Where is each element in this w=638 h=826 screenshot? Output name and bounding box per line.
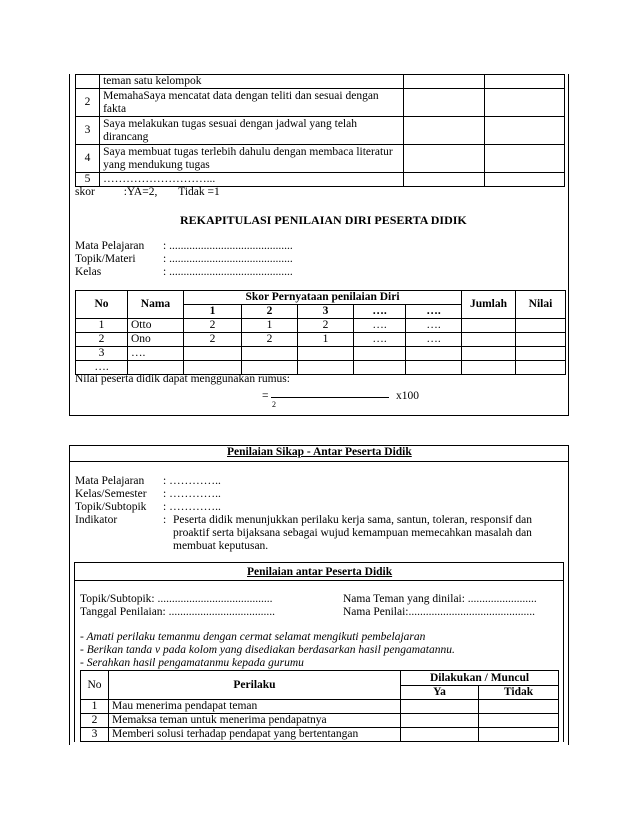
rekap-field-mapel: Mata Pelajaran <box>75 240 145 252</box>
skor-header: Skor Pernyataan penilaian Diri <box>184 291 462 305</box>
table-row: 3 Saya melakukan tugas sesuai dengan jadwal yang telah dirancang <box>76 117 565 145</box>
formula-times: x100 <box>396 390 419 402</box>
instruction-line: - Amati perilaku temanmu dengan cermat selamat mengikuti pembelajaran <box>80 631 426 643</box>
statement-text: teman satu kelompok <box>100 75 404 89</box>
sikap-field-kelas: Kelas/Semester <box>75 488 147 500</box>
sikap-title-underline-rule <box>69 461 569 462</box>
table-row: 2 Memaksa teman untuk menerima pendapatnya <box>81 714 559 728</box>
statement-text: ………………………... <box>100 173 404 187</box>
sikap-field-mapel: Mata Pelajaran <box>75 475 145 487</box>
instruction-line: - Serahkan hasil pengamatanmu kepada gurumu <box>80 657 304 669</box>
indikator-line: membuat keputusan. <box>173 540 269 552</box>
formula-denominator: 2 <box>272 400 276 409</box>
score-legend: skor :YA=2, Tidak =1 <box>75 186 220 198</box>
nama-penilai: Nama Penilai:............................................ <box>343 606 535 618</box>
formula-equals: = <box>262 390 269 402</box>
sikap-field-topik: Topik/Subtopik <box>75 501 147 513</box>
checkbox-tidak[interactable] <box>479 728 559 742</box>
rekap-table: No Nama Skor Pernyataan penilaian Diri Jumlah Nilai 1 2 3 …. …. 1 Otto 2 1 2 …. …. 2 Ono 2 2 1 …. …. 3 …. …. <box>75 290 566 375</box>
tanggal-penilaian: Tanggal Penilaian: ..................................... <box>80 606 275 618</box>
inner-title-rule <box>74 580 564 581</box>
statement-text: Saya melakukan tugas sesuai dengan jadwal yang telah dirancang <box>100 117 404 145</box>
table-row: 5 ………………………... <box>76 173 565 187</box>
self-assessment-table <box>75 74 565 187</box>
nama-teman: Nama Teman yang dinilai: ........................ <box>343 593 537 605</box>
behavior-table: No Perilaku Dilakukan / Muncul Ya Tidak 1 Mau menerima pendapat teman 2 Memaksa teman untuk menerima pendapatnya 3 Memberi solusi terhadap pendapat yang bertentangan <box>80 670 559 742</box>
rekap-field-kelas: Kelas <box>75 266 102 278</box>
indikator-line: Peserta didik menunjukkan perilaku kerja sama, santun, toleran, responsif dan <box>173 514 532 526</box>
rekap-title: REKAPITULASI PENILAIAN DIRI PESERTA DIDIK <box>180 213 467 227</box>
sikap-title: Penilaian Sikap - Antar Peserta Didik <box>227 446 412 458</box>
sikap-field-indikator: Indikator <box>75 514 118 526</box>
table-row: 3 …. <box>76 347 566 361</box>
checkbox-tidak[interactable] <box>479 714 559 728</box>
table-row: 4 Saya membuat tugas terlebih dahulu dengan membaca literatur yang mendukung tugas <box>76 145 565 173</box>
checkbox-ya[interactable] <box>401 714 479 728</box>
checkbox-ya[interactable] <box>401 728 479 742</box>
indikator-line: proaktif serta bijaksana sebagai wujud kemampuan memecahkan masalah dan <box>173 527 532 539</box>
table-row: 2 Ono 2 2 1 …. …. <box>76 333 566 347</box>
rekap-field-topik: Topik/Materi <box>75 253 136 265</box>
fraction-line <box>271 397 389 398</box>
table-row: 1 Otto 2 1 2 …. …. <box>76 319 566 333</box>
table-row <box>76 75 565 89</box>
statement-text: Saya membuat tugas terlebih dahulu dengan membaca literatur yang mendukung tugas <box>100 145 404 173</box>
statement-text: MemahaSaya mencatat data dengan teliti dan sesuai dengan fakta <box>100 89 404 117</box>
checkbox-tidak[interactable] <box>479 700 559 714</box>
table-row: 1 Mau menerima pendapat teman <box>81 700 559 714</box>
checkbox-ya[interactable] <box>401 700 479 714</box>
table-row: …. <box>76 361 566 375</box>
inner-title: Penilaian antar Peserta Didik <box>247 566 393 578</box>
formula-intro: Nilai peserta didik dapat menggunakan rumus: <box>75 373 290 385</box>
table-row: 2 MemahaSaya mencatat data dengan teliti dan sesuai dengan fakta <box>76 89 565 117</box>
instruction-line: - Berikan tanda v pada kolom yang disediakan berdasarkan hasil pengamatannu. <box>80 644 455 656</box>
table-row: 3 Memberi solusi terhadap pendapat yang bertentangan <box>81 728 559 742</box>
topik-subtopik: Topik/Subtopik: ........................................ <box>80 593 273 605</box>
